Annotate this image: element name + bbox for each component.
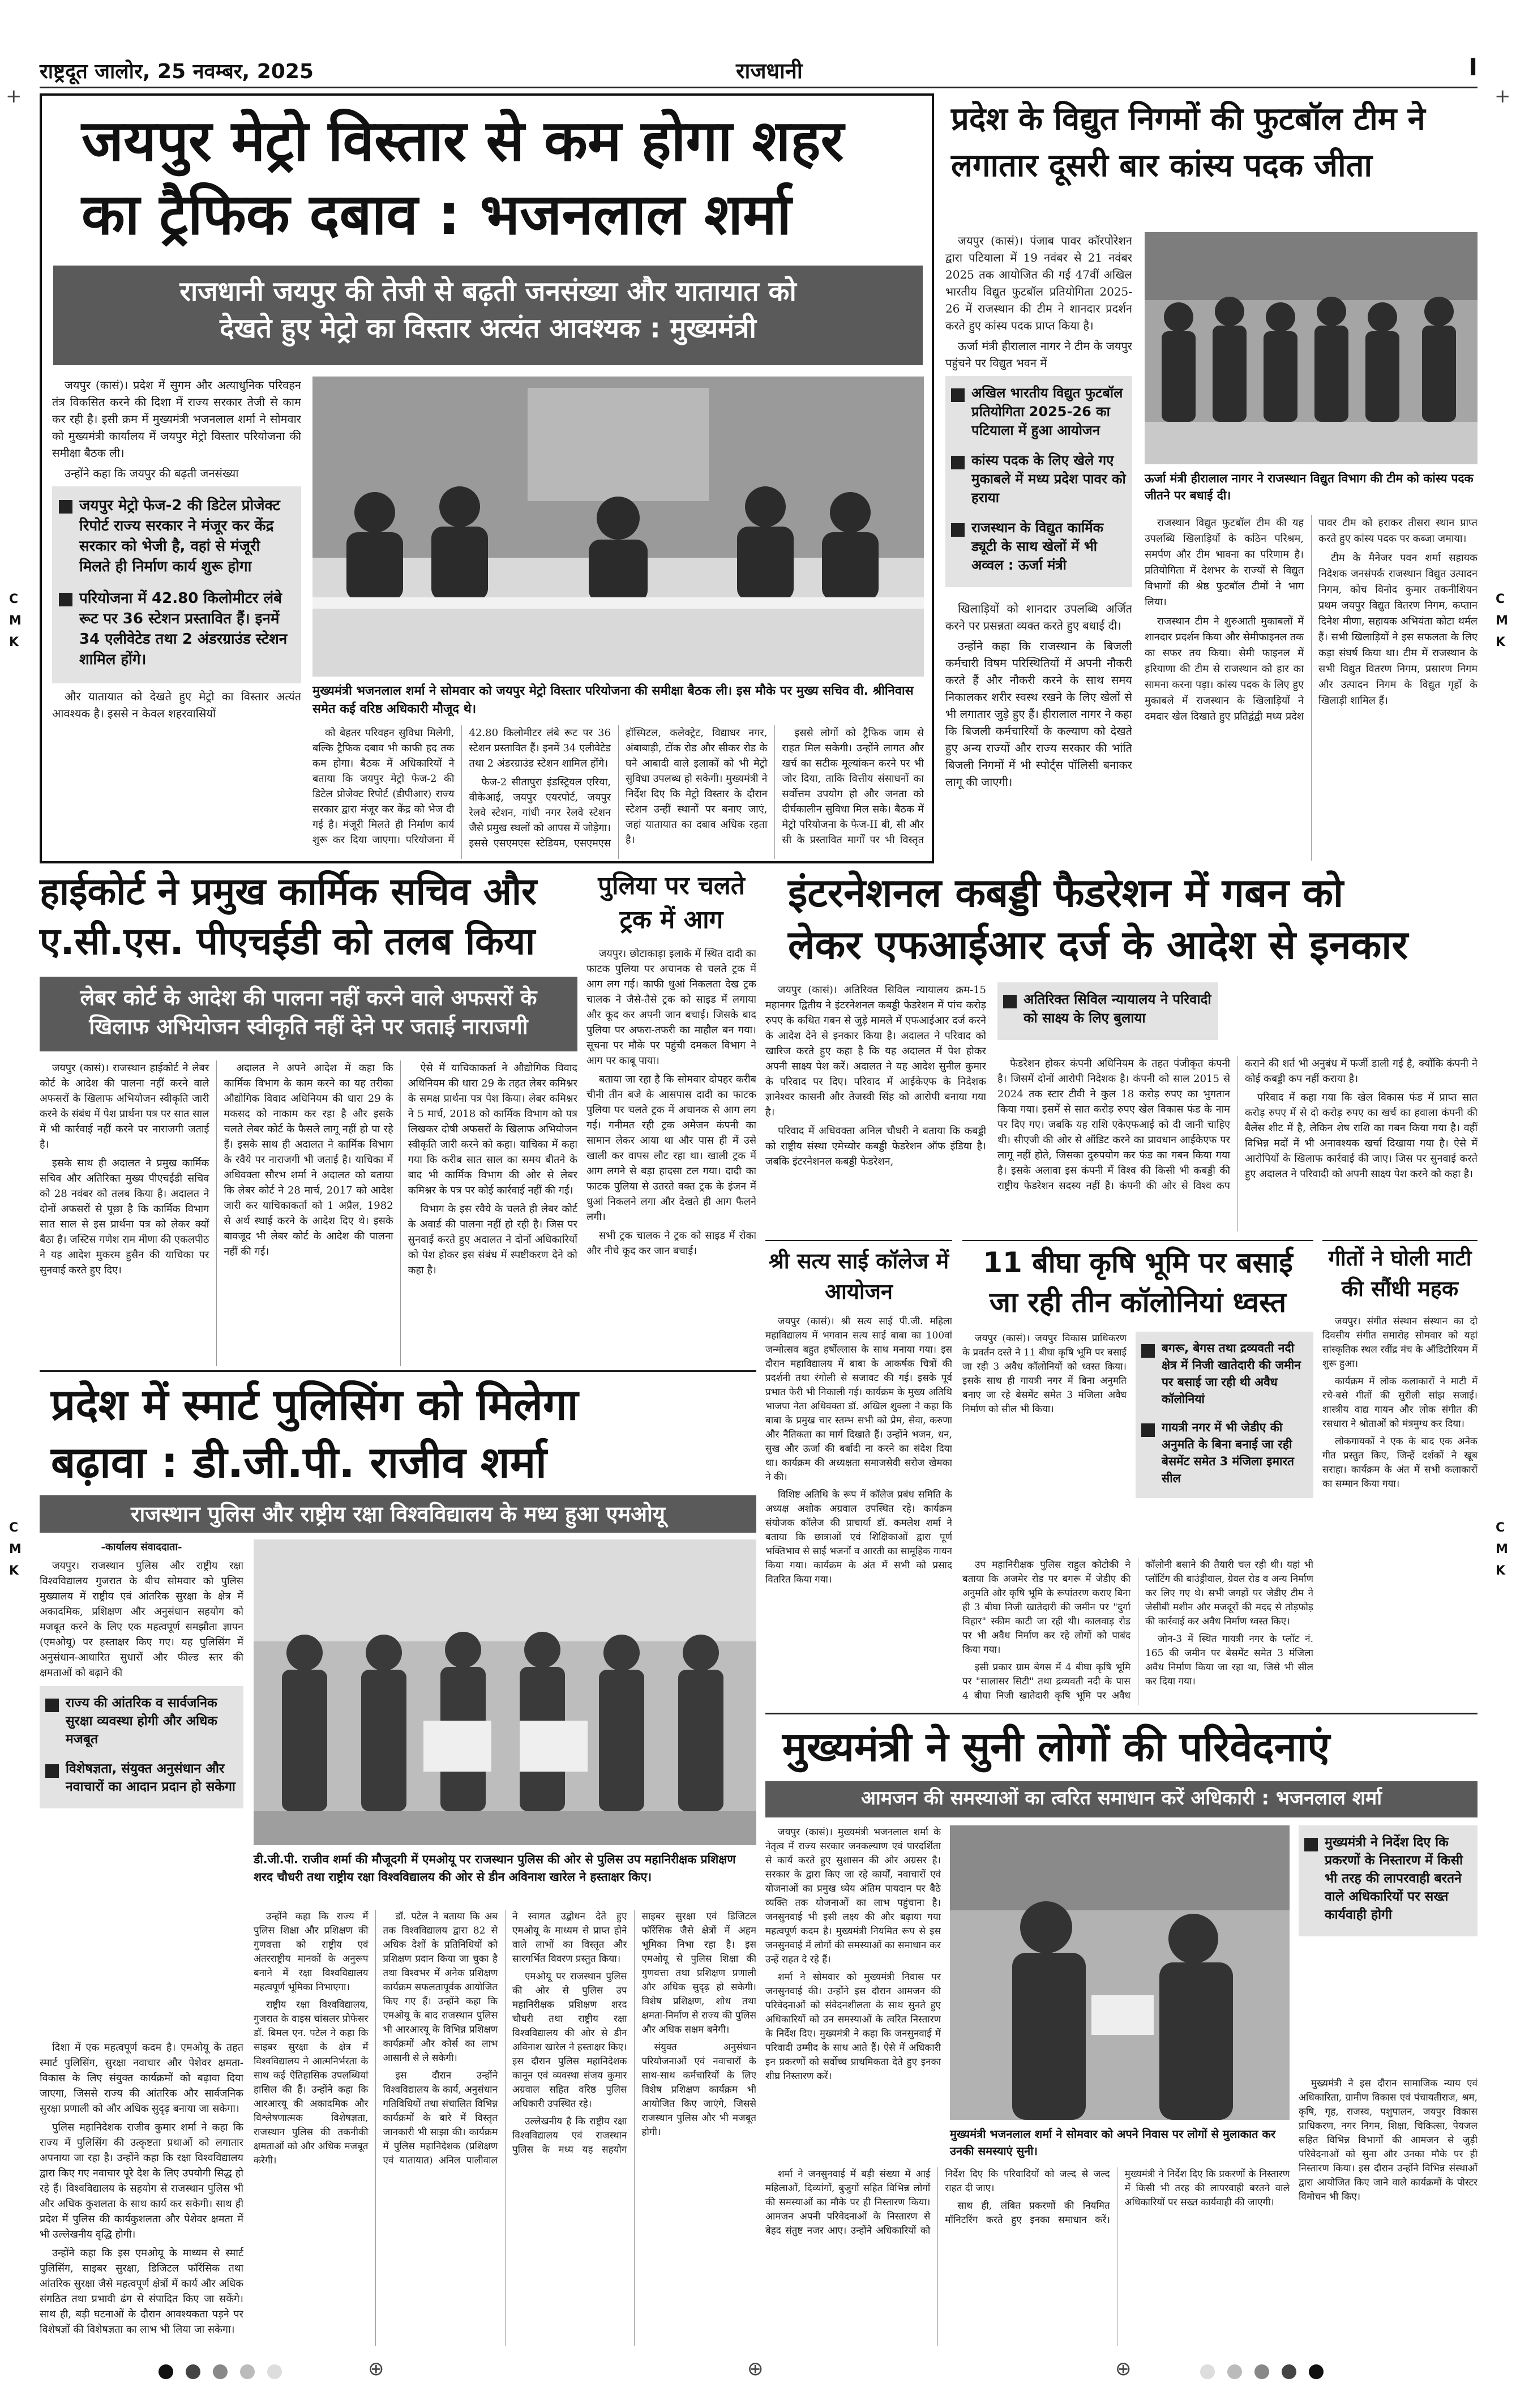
policing-highlight-1: राज्य की आंतरिक व सार्वजनिक सुरक्षा व्यवस्था होगी और अधिक मजबूत bbox=[45, 1694, 238, 1748]
folk-songs-headline-line1: गीतों ने घोली माटी bbox=[1328, 1246, 1472, 1271]
metro-banner-line1: राजधानी जयपुर की तेजी से बढ़ती जनसंख्या और यातायात को bbox=[179, 276, 796, 307]
colonies-headline-line1: 11 बीघा कृषि भूमि पर बसाई bbox=[983, 1246, 1293, 1279]
cm-hearing-photo-caption: मुख्यमंत्री भजनलाल शर्मा ने सोमवार को अपने निवास पर लोगों से मुलाकात कर उनकी समस्याएं सुनी। bbox=[950, 2127, 1276, 2158]
register-mark-right: + bbox=[1494, 85, 1511, 108]
cm-hearing-highlight-1: मुख्यमंत्री ने निर्देश दिए कि प्रकरणों के निस्तारण में किसी भी तरह की लापरवाही बरतने वाले अधिकारियों पर सख्त कार्यवाही होगी bbox=[1304, 1833, 1472, 1924]
metro-body-p2: फेज-2 सीतापुरा इंडस्ट्रियल एरिया, वीकेआई, जयपुर एयरपोर्ट, जयपुर रेलवे स्टेशन, गांधी नगर रेलवे स्टेशन जैसे प्रमुख स्थलों को आपस में जोड़ेगा। इससे एसएमएस स्टेडियम, एसएमएस हॉस्पिटल, कलेक्ट्रेट, विद्याधर नगर, अंबाबाड़ी, टोंक रोड और सीकर रोड के घने आबादी वाले इलाकों को भी मेट्रो सुविधा उपलब्ध हो सकेगी। मुख्यमंत्री ने निर्देश दिए कि मेट्रो विस्तार के दौरान स्टेशन उन्हीं स्थानों पर बनाए जाएं, जहां यातायात का दबाव अधिक रहता है। bbox=[469, 727, 768, 849]
metro-left-column bbox=[52, 377, 301, 858]
folk-songs-body-p3: लोकगायकों ने एक के बाद एक अनेक गीत प्रस्तुत किए, जिन्हें दर्शकों ने खूब सराहा। कार्यक्रम के अंत में सभी कलाकारों का सम्मान किया गया। bbox=[1322, 1436, 1478, 1490]
court-headline-line2: ए.सी.एस. पीएचईडी को तलब किया bbox=[40, 919, 536, 963]
header-section: राजधानी bbox=[736, 58, 803, 83]
football-highlights bbox=[945, 376, 1132, 587]
football-body-p3: राजस्थान टीम ने शुरुआती मुकाबलों में शानदार प्रदर्शन किया और सेमीफाइनल तक का सफर तय किया। सेमी फाइनल में हरियाणा की टीम से राजस्थान को हार का सामना करना पड़ा। कांस्य पदक के लिए हुए मुकाबले में राजस्थान के खिलाड़ियों ने दमदार खेल दिखाते हुए प्रतिद्वंद्वी मध्य प्रदेश पावर टीम को हराकर तीसरा स्थान प्राप्त करते हुए कांस्य पदक पर कब्जा जमाया। bbox=[1145, 517, 1478, 722]
court-body-p4: ऐसे में याचिकाकर्ता ने औद्योगिक विवाद अधिनियम की धारा 29 के तहत लेबर कमिश्नर के समक्ष प्रार्थना पत्र पेश किया। लेबर कमिश्नर ने 5 मार्च, 2018 को कार्मिक विभाग को पत्र लिखकर दोषी अफसरों के खिलाफ अभियोजन स्वीकृति जारी करने को कहा। याचिका में कहा गया कि करीब सात साल का समय बीतने के बाद भी कार्मिक विभाग की ओर से लेबर कमिश्नर के पत्र पर कोई कार्रवाई नहीं की गई। bbox=[408, 1062, 577, 1196]
court-body bbox=[40, 1060, 577, 1366]
folk-songs-body bbox=[1322, 1315, 1478, 1705]
policing-mou-illustration bbox=[254, 1539, 756, 1845]
court-body-p5: विभाग के इस रवैये के चलते ही लेबर कोर्ट के अवार्ड की पालना नहीं हो रही है। जिस पर सुनवाई करते हुए अदालत ने दोनों अधिकारियों को पेश होकर इस संबंध में स्पष्टीकरण देने को कहा है। bbox=[408, 1203, 577, 1276]
cm-hearing-intro: जयपुर (कासं)। मुख्यमंत्री भजनलाल शर्मा के नेतृत्व में राज्य सरकार जनकल्याण एवं पारदर्शिता से कार्य करते हुए सुशासन की ओर अग्रसर है। सरकार के द्वारा किए जा रहे कार्यों, नवाचारों एवं योजनाओं का प्रमुख ध्येय अंतिम पायदान पर बैठे व्यक्ति तक योजनाओं का लाभ पहुंचाना है। जनसुनवाई भी इसी लक्ष्य की और बढ़ाया गया महत्वपूर्ण कदम है। मुख्यमंत्री नियमित रूप से इस जनसुनवाई में लोगों की समस्याओं का समाधान कर उन्हें राहत दे रहे हैं। bbox=[765, 1827, 941, 1965]
metro-meeting-photo bbox=[312, 377, 924, 677]
sai-college-body-p1: जयपुर (कासं)। श्री सत्य साई पी.जी. महिला महाविद्यालय में भगवान सत्य साई बाबा का 100वां जन्मोत्सव बहुत हर्षोल्लास के साथ मनाया गया। इस दौरान महाविद्यालय में बाबा के आकर्षक चित्रों की प्रदर्शनी तथा रंगोली से सजावट की गई। इसके पूर्व प्रभात फेरी भी निकाली गई। कार्यक्रम के मुख्य अतिथि भाजपा नेता अधिवक्ता डॉ. अखिल शुक्ला ने कहा कि बाबा के प्रमुख चार स्तम्भ सभी को प्रेम, सेवा, करुणा और नैतिकता का मार्ग दिखाते हैं। उन्होंने भजन, धन, सुख और ऊर्जा की बर्बादी ना करने का संदेश दिया था। कार्यक्रम की अध्यक्षता समाजसेवी सरोज खेमका ने की। bbox=[765, 1316, 952, 1483]
truck-fire-body-p3: सभी ट्रक चालक ने ट्रक को साइड में रोका और नीचे कूद कर जान बचाई। bbox=[586, 1230, 756, 1257]
football-team-illustration bbox=[1145, 232, 1478, 464]
register-mark-left: + bbox=[6, 85, 22, 108]
football-body-p1: उन्होंने कहा कि राजस्थान के बिजली कर्मचारी विषम परिस्थितियों में अपनी नौकरी करते हैं और नौकरी करने के साथ समय निकालकर शरीर स्वस्थ रखने के लिए खेलों से भी लगातार जुड़े हुए हैं। हीरालाल नागर ने कहा कि बिजली कर्मचारियों के कल्याण को देखते हुए अन्य राज्यों और राज्य सरकार की भांति बिजली निगमों में भी स्पोर्ट्स पॉलिसी बनाकर लागू की जाएगी। bbox=[945, 639, 1132, 789]
policing-body-p1: दिशा में एक महत्वपूर्ण कदम है। एमओयू के तहत स्मार्ट पुलिसिंग, सुरक्षा नवाचार और पेशेवर क्षमता-विकास के लिए संयुक्त कार्यक्रमों को बढ़ावा दिया जाएगा, जिससे राज्य की आंतरिक और सार्वजनिक सुरक्षा प्रणाली को और अधिक सुदृढ़ बनाया जा सकेगा। bbox=[40, 2042, 243, 2115]
football-body bbox=[1145, 515, 1478, 861]
story-folk-songs bbox=[1322, 1240, 1478, 1704]
court-banner-line1: लेबर कोर्ट के आदेश की पालना नहीं करने वाले अफसरों के bbox=[80, 985, 537, 1010]
football-left-column bbox=[945, 232, 1132, 594]
football-highlight-3: राजस्थान के विद्युत कार्मिक ड्यूटी के साथ खेलों में भी अव्वल : ऊर्जा मंत्री bbox=[951, 519, 1127, 575]
cm-hearing-highlight bbox=[1299, 1825, 1478, 1936]
colonies-highlight-2: गायत्री नगर में भी जेडीए की अनुमति के बिना बनाई जा रही बेसमेंट समेत 3 मंजिला इमारत सील bbox=[1141, 1419, 1308, 1487]
policing-body-p3: उन्होंने कहा कि इस एमओयू के माध्यम से स्मार्ट पुलिसिंग, साइबर सुरक्षा, डिजिटल फॉरेंसिक तथा आंतरिक सुरक्षा जैसे महत्वपूर्ण क्षेत्रों में कार्य और अधिक संगठित तथा प्रभावी ढंग से संपादित किए जा सकेंगे। साथ ही, बड़ी घटनाओं के दौरान आवश्यकता पड़ने पर विशेषज्ञों की विशेषज्ञता का लाभ भी लिया जा सकेगा। bbox=[40, 2247, 243, 2336]
kabaddi-highlight-1: अतिरिक्त सिविल न्यायालय ने परिवादी को साक्ष्य के लिए बुलाया bbox=[1003, 990, 1213, 1028]
court-headline-line1: हाईकोर्ट ने प्रमुख कार्मिक सचिव और bbox=[40, 870, 537, 913]
policing-highlights bbox=[40, 1686, 243, 1808]
colonies-intro: जयपुर (कासं)। जयपुर विकास प्राधिकरण के प्रवर्तन दस्ते ने 11 बीघा कृषि भूमि पर बसाई जा रही 3 अवैध कॉलोनियों को ध्वस्त किया। इसके साथ ही गायत्री नगर में बिना अनुमति बनाए जा रहे बेसमेंट समेत 3 मंजिला अवैध निर्माण को सील भी किया। bbox=[962, 1333, 1127, 1415]
metro-body bbox=[312, 725, 924, 859]
cm-hearing-headline: मुख्यमंत्री ने सुनी लोगों की परिवेदनाएं bbox=[782, 1723, 1330, 1770]
metro-highlights bbox=[52, 486, 301, 683]
policing-photo-caption: डी.जी.पी. राजीव शर्मा की मौजूदगी में एमओयू पर राजस्थान पुलिस की ओर से पुलिस उप महानिरीक्षक प्रशिक्षण शरद चौधरी तथा राष्ट्रीय रक्षा विश्वविद्यालय की ओर से डीन अविनाश खारेल ने हस्ताक्षर किए। bbox=[254, 1853, 736, 1884]
metro-highlight-2: परियोजना में 42.80 किलोमीटर लंबे रूट पर 36 स्टेशन प्रस्तावित हैं। इनमें 34 एलीवेटेड तथा 2 अंडरग्राउंड स्टेशन शामिल होंगे। bbox=[59, 588, 294, 670]
football-body-p2: राजस्थान विद्युत फुटबॉल टीम की यह उपलब्धि खिलाड़ियों के कठिन परिश्रम, समर्पण और टीम भावना का परिणाम है। प्रतियोगिता में देशभर के राज्यों से विद्युत विभागों की श्रेष्ठ फुटबॉल टीमों ने भाग लिया। bbox=[1145, 517, 1304, 608]
policing-body bbox=[254, 1910, 756, 2346]
colonies-body-p3: जोन-3 में स्थित गायत्री नगर के प्लॉट नं. 165 की जमीन पर बेसमेंट समेत 3 मंजिला अवैध निर्माण किया जा रहा था, जिसे भी सील कर दिया गया। bbox=[1145, 1633, 1313, 1687]
story-smart-policing bbox=[40, 1370, 756, 2344]
policing-headline-line2: बढ़ावा : डी.जी.पी. राजीव शर्मा bbox=[51, 1437, 547, 1487]
margin-cmk-right-2: C M K bbox=[1496, 1521, 1508, 1578]
cm-hearing-body-p4: मुख्यमंत्री ने इस दौरान सामाजिक न्याय एवं अधिकारिता, ग्रामीण विकास एवं पंचायतीराज, श्रम, कृषि, गृह, राजस्व, पशुपालन, जयपुर विकास प्राधिकरण, नगर निगम, शिक्षा, चिकित्सा, पेयजल सहित विभिन्न विभागों की आमजन से जुड़ी परिवेदनाओं को सुना और उनका मौके पर ही निस्तारण किया। इस दौरान उन्होंने विभिन्न संस्थाओं द्वारा आयोजित किए जाने वाले कार्यक्रमों के पोस्टर विमोचन भी किए। bbox=[1299, 2078, 1478, 2202]
court-body-p2: इसके साथ ही अदालत ने प्रमुख कार्मिक सचिव और अतिरिक्त मुख्य पीएचईडी सचिव को 28 नवंबर को तलब किया है। अदालत ने दोनों अफसरों से पूछा है कि कार्मिक विभाग सात साल से इस प्रार्थना पत्र को लेकर क्यों बैठा है। जस्टिस गणेश राम मीणा की एकलपीठ ने यह आदेश मुकरम हुसैन की याचिका पर सुनवाई करते हुए दिए। bbox=[40, 1157, 209, 1276]
cm-hearing-body-p2: शर्मा ने जनसुनवाई में बड़ी संख्या में आई महिलाओं, दिव्यांगों, बुजुर्गों सहित विभिन्न लोगों की समस्याओं का मौके पर ही निस्तारण किया। आमजन अपनी परिवेदनाओं के निस्तारण से बेहद संतुष्ट नजर आए। उन्होंने अधिकारियों को निर्देश दिए कि परिवादियों को जल्द से जल्द राहत दी जाए। bbox=[765, 2169, 1110, 2236]
colonies-intro-column bbox=[962, 1332, 1127, 1445]
kabaddi-body-p2: परिवाद में कहा गया कि खेल विकास फंड में प्राप्त सात करोड़ रुपए में से दो करोड़ रुपए का खर्च का हवाला कंपनी की बैलेंस शीट में है, लेकिन शेष राशि का गबन किया गया है। वहीं विभिन्न मदों में भी अनावश्यक खर्चा दिखाया गया है। ऐसे में आरोपियों के खिलाफ कार्रवाई की जाए। जिस पर सुनवाई करते हुए अदालत ने परिवादी को अपनी साक्ष्य पेश करने को कहा है। bbox=[1245, 1092, 1478, 1180]
football-after-highlights: खिलाड़ियों को शानदार उपलब्धि अर्जित करने पर प्रसन्नता व्यक्त करते हुए बधाई दी। bbox=[945, 602, 1132, 632]
folk-songs-body-p2: कार्यक्रम में लोक कलाकारों ने माटी में रचे-बसे गीतों की सुरीली सांझ सजाई। शास्त्रीय वाद्य गायन और लोक संगीत की रसधारा ने श्रोताओं को मंत्रमुग्ध कर दिया। bbox=[1322, 1376, 1478, 1430]
metro-after-highlights: और यातायात को देखते हुए मेट्रो का विस्तार अत्यंत आवश्यक है। इससे न केवल शहरवासियों bbox=[52, 690, 301, 720]
football-highlight-2: कांस्य पदक के लिए खेले गए मुकाबले में मध्य प्रदेश पावर को हराया bbox=[951, 451, 1127, 507]
story-kabaddi bbox=[765, 869, 1478, 1231]
cm-hearing-subheadline-banner: आमजन की समस्याओं का त्वरित समाधान करें अधिकारी : भजनलाल शर्मा bbox=[765, 1781, 1478, 1817]
kabaddi-body-p1: फेडरेशन होकर कंपनी अधिनियम के तहत पंजीकृत कंपनी है। जिसमें दोनों आरोपी निदेशक है। कंपनी को साल 2015 से 2024 तक स्टार टीवी ने कुल 18 करोड़ रुपए का भुगतान किया गया। इसमें से सात करोड़ रुपए खेल विकास फंड के नाम पर दिए गए। जबकि यह राशि एकेएफआई को दी जानी चाहिए थी। सीएजी की ओर से ऑडिट करने का प्रावधान आईकेएफ पर लागू नहीं होते, जिसका दुरुपयोग कर फंड का गबन किया गया है। इसके अलावा इस कंपनी में विश्व की किसी भी कबड्डी की राष्ट्रीय फेडरेशन सदस्य नहीं है। कंपनी की ओर से विश्व कप कराने की शर्त भी अनुबंध में फर्जी डाली गई है, क्योंकि कंपनी ने कोई कबड्डी कप नहीं कराया है। bbox=[997, 1058, 1478, 1192]
policing-subheadline-banner: राजस्थान पुलिस और राष्ट्रीय रक्षा विश्वविद्यालय के मध्य हुआ एमओयू bbox=[40, 1495, 756, 1533]
football-left-column-cont bbox=[945, 600, 1132, 861]
header-date: राष्ट्रदूत जालोर, 25 नवम्बर, 2025 bbox=[40, 60, 314, 83]
cm-hearing-illustration bbox=[950, 1825, 1290, 2120]
header-page-number: I bbox=[1468, 53, 1478, 81]
football-photo-caption: ऊर्जा मंत्री हीरालाल नागर ने राजस्थान विद्युत विभाग की टीम को कांस्य पदक जीतने पर बधाई दी। bbox=[1145, 472, 1474, 502]
court-body-p3: अदालत ने अपने आदेश में कहा कि कार्मिक विभाग के काम करने का यह तरीका औद्योगिक विवाद अधिनियम की धारा 29 के मकसद को नाकाम कर रहा है और इसके चलते लेबर कोर्ट के फैसले लागू नहीं हो पा रहे हैं। इसके साथ ही अदालत ने कार्मिक विभाग के रवैये पर नाराजगी भी जताई है। याचिका में अधिवक्ता सौरभ शर्मा ने अदालत को बताया कि लेबर कोर्ट ने 28 मार्च, 2017 को आदेश जारी कर याचिकाकर्ता को 1 अप्रैल, 1982 से अर्थ स्थाई करने के आदेश दिए थे। इसके बावजूद भी लेबर कोर्ट के आदेश की पालना नहीं की गई। bbox=[224, 1062, 393, 1258]
metro-intro-2: उन्होंने कहा कि जयपुर की बढ़ती जनसंख्या bbox=[65, 467, 239, 480]
cm-hearing-body-p3: साथ ही, लंबित प्रकरणों की नियमित मॉनिटरिंग करते हुए इनका समाधान करें। मुख्यमंत्री ने निर्देश दिए कि प्रकरणों के निस्तारण में किसी भी तरह की लापरवाही बरतने वाले अधिकारियों पर सख्त कार्यवाही की जाएगी। bbox=[945, 2169, 1290, 2226]
cm-hearing-body-p1: शर्मा ने सोमवार को मुख्यमंत्री निवास पर जनसुनवाई की। उन्होंने इस दौरान आमजन की परिवेदनाओं को संवेदनशीलता के साथ सुनते हुए अधिकारियों को उन समस्याओं के त्वरित निस्तारण के निर्देश दिए। मुख्यमंत्री ने कहा कि जनसुनवाई में परिवादी उम्मीद के साथ आते हैं। ऐसे में अधिकारी इन प्रकरणों को सर्वोच्च प्राथमिकता देते हुए इनका शीघ्र निस्तारण करें। bbox=[765, 1971, 941, 2082]
metro-banner-line2: देखते हुए मेट्रो का विस्तार अत्यंत आवश्यक : मुख्यमंत्री bbox=[220, 312, 756, 344]
metro-body-p1: को बेहतर परिवहन सुविधा मिलेगी, बल्कि ट्रैफिक दबाव भी काफी हद तक कम होगा। बैठक में अधिकारियों ने बताया कि जयपुर मेट्रो फेज-2 की डिटेल प्रोजेक्ट रिपोर्ट (डीपीआर) राज्य सरकार द्वारा मंजूर कर केंद्र को भेज दी गई है। मंजूरी मिलते ही निर्माण कार्य शुरू कर दिया जाएगा। परियोजना में 42.80 किलोमीटर लंबे रूट पर 36 स्टेशन प्रस्तावित हैं। इनमें 34 एलीवेटेड तथा 2 अंडरग्राउंड स्टेशन शामिल होंगे। bbox=[312, 727, 611, 846]
truck-fire-body-p1: जयपुर। छोटाकाड़ा इलाके में स्थित दादी का फाटक पुलिया पर अचानक से चलते ट्रक में आग लग गई। काफी धुआं निकलता देख ट्रक चालक ने जैसे-तैसे ट्रक को साइड में लगाया और कूद कर अपनी जान बचाई। जिसके बाद पुलिया पर अफरा-तफरी का माहौल बन गया। सूचना पर मौके पर पहुंची दमकल विभाग ने आग पर काबू पाया। bbox=[586, 948, 756, 1067]
policing-intro: जयपुर। राजस्थान पुलिस और राष्ट्रीय रक्षा विश्वविद्यालय गुजरात के बीच सोमवार को पुलिस मुख्यालय में राष्ट्रीय एवं आंतरिक सुरक्षा के क्षेत्र में अकादमिक, प्रशिक्षण और अनुसंधान सहयोग को मजबूत करने के लिए एक महत्वपूर्ण समझौता ज्ञापन (एमओयू) पर हस्ताक्षर किए गए। यह पुलिसिंग में अनुसंधान-आधारित सुधारों और फील्ड स्तर की क्षमताओं को बढ़ाने की bbox=[40, 1560, 243, 1679]
footer-strip bbox=[40, 2355, 1478, 2389]
cm-hearing-photo bbox=[950, 1825, 1290, 2120]
football-body-p4: टीम के मैनेजर पवन शर्मा सहायक निदेशक जनसंपर्क राजस्थान विद्युत उत्पादन निगम, कोच विनोद कुमार तकनीशियन प्रथम जयपुर विद्युत वितरण निगम, कप्तान दिनेश मीणा, सहायक अभियंता कोटा थर्मल हैं। सभी खिलाड़ियों ने इस सफलता के लिए कड़ा संघर्ष किया था। टीम में राजस्थान के सभी विद्युत वितरण निगम, प्रसारण निगम और उत्पादन निगम के विद्युत गृहों के खिलाड़ी शामिल हैं। bbox=[1318, 552, 1478, 707]
color-bar-right bbox=[1200, 2364, 1324, 2379]
policing-mou-photo bbox=[254, 1539, 756, 1845]
policing-headline-line1: प्रदेश में स्मार्ट पुलिसिंग को मिलेगा bbox=[51, 1379, 579, 1430]
truck-fire-body bbox=[586, 946, 756, 1365]
kabaddi-highlight bbox=[997, 982, 1218, 1040]
policing-byline: -कार्यालय संवाददाता- bbox=[101, 1541, 182, 1553]
metro-meeting-illustration bbox=[312, 377, 924, 677]
colonies-highlight-1: बगरू, बेगस तथा द्रव्यवती नदी क्षेत्र में निजी खातेदारी की जमीन पर बसाई जा रही थी अवैध कॉलोनियां bbox=[1141, 1340, 1308, 1408]
policing-left-column-cont bbox=[40, 2040, 243, 2346]
footer-register-1: ⊕ bbox=[368, 2358, 384, 2380]
folk-songs-headline-line2: की सौंधी महक bbox=[1341, 1276, 1459, 1301]
metro-body-p3: इससे लोगों को ट्रैफिक जाम से राहत मिल सकेगी। उन्होंने लागत और खर्च का सटीक मूल्यांकन करने पर भी जोर दिया, ताकि वित्तीय संसाधनों का सर्वोत्तम उपयोग हो और जनता को दीर्घकालीन सुविधा मिल सके। बैठक में मेट्रो परियोजना के फेज-II बी, सी और सी के प्रस्तावित मार्गों पर भी विस्तृत bbox=[782, 727, 924, 846]
cm-hearing-right-column bbox=[1299, 2077, 1478, 2346]
story-colonies bbox=[962, 1240, 1313, 1704]
policing-body-p7: इस दौरान उन्होंने विश्वविद्यालय के कार्य, अनुसंधान गतिविधियों तथा संचालित विभिन्न कार्यक्रमों के बारे में विस्तृत जानकारी भी साझा की। कार्यक्रम में पुलिस महानिदेशक (प्रशिक्षण एवं यातायात) अनिल पालीवाल ने स्वागत उद्बोधन देते हुए एमओयू के माध्यम से प्राप्त होने वाले लाभों का विस्तृत और सारगर्भित विवरण प्रस्तुत किया। bbox=[383, 1911, 627, 2166]
kabaddi-intro: जयपुर (कासं)। अतिरिक्त सिविल न्यायालय क्रम-15 महानगर द्वितीय ने इंटरनेशनल कबड्डी फेडरेशन में पांच करोड़ रुपए के कथित गबन से जुड़े मामले में एफआईआर दर्ज करने के आदेश देने से इनकार किया है। अदालत ने परिवाद को खारिज करते हुए कहा है कि यह अदालत में पेश होकर अपनी साक्ष्य पेश करें। अदालत ने यह आदेश सुनील कुमार के परिवाद पर दिए। परिवाद में आईकेएफ के निदेशक ज्ञानेश्वर कासनी और तेजस्वी सिंह को आरोपी बनाया गया है। bbox=[765, 984, 986, 1118]
color-bar-left bbox=[159, 2364, 282, 2379]
cm-hearing-intro-column bbox=[765, 1825, 941, 2142]
colonies-body-p2: इसी प्रकार ग्राम बेगस में 4 बीघा कृषि भूमि पर "सालासर सिटी" तथा द्रव्यवती नदी के पास 4 बीघा निजी खातेदारी कृषि भूमि पर अवैध कॉलोनी बसाने की तैयारी चल रही थी। यहां भी प्लॉटिंग की बाउंड्रीवाल, ग्रेवल रोड व अन्य निर्माण कर लिए गए थे। सभी जगहों पर जेडीए टीम ने जेसीबी मशीन और मजदूरों की मदद से तोड़फोड़ की कार्रवाई कर अवैध निर्माण ध्वस्त किए। bbox=[962, 1559, 1313, 1701]
kabaddi-headline-line2: लेकर एफआईआर दर्ज के आदेश से इनकार bbox=[788, 922, 1408, 968]
story-football bbox=[945, 96, 1478, 861]
kabaddi-headline-line1: इंटरनेशनल कबड्डी फैडरेशन में गबन को bbox=[788, 870, 1344, 916]
metro-intro: जयपुर (कासं)। प्रदेश में सुगम और अत्याधुनिक परिवहन तंत्र विकसित करने की दिशा में राज्य सरकार तेजी से काम कर रही है। इसी क्रम में मुख्यमंत्री भजनलाल शर्मा ने सोमवार को मुख्यमंत्री कार्यालय में जयपुर मेट्रो विस्तार परियोजना की समीक्षा बैठक ली। bbox=[52, 378, 301, 460]
margin-cmk-left-1: C M K bbox=[9, 592, 22, 649]
kabaddi-intro-2: परिवाद में अधिवक्ता अनिल चौधरी ने बताया कि कबड्डी को राष्ट्रीय संस्था एमेच्योर कबड्डी फेडरेशन ऑफ इंडिया है। जबकि इंटरनेशनल कबड्डी फेडरेशन, bbox=[765, 1125, 986, 1167]
policing-body-p4: उन्होंने कहा कि राज्य में पुलिस शिक्षा और प्रशिक्षण की गुणवत्ता को राष्ट्रीय एवं अंतरराष्ट्रीय मानकों के अनुरूप बनाने में रक्षा विश्वविद्यालय महत्वपूर्ण भूमिका निभाएगा। bbox=[254, 1911, 369, 1993]
football-highlight-1: अखिल भारतीय विद्युत फुटबॉल प्रतियोगिता 2025-26 का पटियाला में हुआ आयोजन bbox=[951, 384, 1127, 440]
story-high-court bbox=[40, 869, 577, 1367]
story-sai-college bbox=[765, 1240, 952, 1704]
metro-highlight-1: जयपुर मेट्रो फेज-2 की डिटेल प्रोजेक्ट रिपोर्ट राज्य सरकार ने मंजूर कर केंद्र सरकार को भेजी है, वहां से मंजूरी मिलते ही निर्माण कार्य शुरू होगा bbox=[59, 495, 294, 577]
policing-body-p6: डॉ. पटेल ने बताया कि अब तक विश्वविद्यालय द्वारा 82 से अधिक देशों के प्रतिनिधियों को प्रशिक्षण प्रदान किया जा चुका है तथा विश्वभर में अनेक प्रशिक्षण कार्यक्रम सफलतापूर्वक आयोजित किए गए हैं। उन्होंने कहा कि एमओयू के बाद राजस्थान पुलिस भी आरआरयू के विभिन्न प्रशिक्षण कार्यक्रमों और कोर्स का लाभ आसानी से ले सकेगी। bbox=[383, 1911, 498, 2064]
football-intro-2: ऊर्जा मंत्री हीरालाल नागर ने टीम के जयपुर पहुंचने पर विद्युत भवन में bbox=[945, 339, 1132, 370]
story-metro bbox=[40, 93, 934, 863]
folk-songs-body-p1: जयपुर। संगीत संस्थान संस्थान का दो दिवसीय संगीत समारोह सोमवार को यहां सांस्कृतिक स्थल रवींद्र मंच के ऑडिटोरियम में शुरू हुआ। bbox=[1322, 1316, 1478, 1370]
story-truck-fire bbox=[586, 869, 756, 1367]
football-intro: जयपुर (कासं)। पंजाब पावर कॉरपोरेशन द्वारा पटियाला में 19 नवंबर से 21 नवंबर 2025 तक आयोजित की गई 47वीं अखिल भारतीय विद्युत फुटबॉल प्रतियोगिता 2025-26 में राजस्थान की टीम ने शानदार प्रदर्शन करते हुए कांस्य पदक प्राप्त किया है। bbox=[945, 234, 1132, 332]
court-subheadline-banner bbox=[40, 977, 577, 1051]
truck-fire-body-p2: बताया जा रहा है कि सोमवार दोपहर करीब चीनी तीन बजे के आसपास दादी का फाटक पुलिया पर चलते ट्रक में अचानक से आग लग गई। गनीमत रही ट्रक अमेजन कंपनी का सामान लेकर आया था और पास ही में उसे खाली कर वापस लौट रहा था। खाली ट्रक में आग लगने से बड़ा हादसा टल गया। दादी का फाटक पुलिया से उतरते वक्त ट्रक के इंजन में धुआं निकलने लगा और देखते ही आग फैलने लगी। bbox=[586, 1073, 756, 1223]
court-banner-line2: खिलाफ अभियोजन स्वीकृति नहीं देने पर जताई नाराजगी bbox=[89, 1014, 528, 1040]
colonies-body bbox=[962, 1558, 1313, 1705]
metro-headline-line2: का ट्रैफिक दबाव : भजनलाल शर्मा bbox=[82, 181, 791, 247]
truck-fire-headline: पुलिया पर चलते ट्रक में आग bbox=[598, 871, 745, 934]
colonies-headline-line2: जा रही तीन कॉलोनियां ध्वस्त bbox=[989, 1286, 1287, 1319]
policing-highlight-2: विशेषज्ञता, संयुक्त अनुसंधान और नवाचारों का आदान प्रदान हो सकेगा bbox=[45, 1760, 238, 1796]
policing-body-p2: पुलिस महानिदेशक राजीव कुमार शर्मा ने कहा कि राज्य में पुलिसिंग की उत्कृष्टता प्रथाओं को लगातार अपनाया जा रहा है। उन्होंने कहा कि रक्षा विश्वविद्यालय द्वारा किए गए नवाचार पूरे देश के लिए उपयोगी सिद्ध हो रहे हैं। विश्वविद्यालय के सहयोग से राजस्थान पुलिस भी और अधिक कुशलता के साथ कार्य कर सकेगी। साथ ही प्रदेश में पुलिस की कार्यकुशलता और पेशेवर क्षमता में भी उल्लेखनीय वृद्धि होगी। bbox=[40, 2122, 243, 2240]
margin-cmk-left-2: C M K bbox=[9, 1521, 22, 1578]
football-headline: प्रदेश के विद्युत निगमों की फुटबॉल टीम ने लगातार दूसरी बार कांस्य पदक जीता bbox=[951, 101, 1425, 184]
court-body-p1: जयपुर (कासं)। राजस्थान हाईकोर्ट ने लेबर कोर्ट के आदेश की पालना नहीं करने वाले अफसरों के खिलाफ अभियोजन स्वीकृति जारी करने के संबंध में पेश प्रार्थना पत्र पर सात साल में भी कार्रवाई नहीं करने पर नाराजगी जताई है। bbox=[40, 1062, 209, 1150]
sai-college-body-p2: विशिष्ट अतिथि के रूप में कॉलेज प्रबंध समिति के अध्यक्ष अशोक अग्रवाल उपस्थित रहे। कार्यक्रम संयोजक कॉलेज की प्राचार्या डॉ. कमलेश शर्मा ने बताया कि छात्राओं एवं शिक्षिकाओं द्वारा पूर्ण भक्तिभाव से साईं भजनों व आरती का सामूहिक गायन किया गया। कार्यक्रम के अंत में सभी को प्रसाद वितरित किया गया। bbox=[765, 1489, 952, 1585]
metro-headline-line1: जयपुर मेट्रो विस्तार से कम होगा शहर bbox=[82, 108, 844, 174]
policing-body-p5: राष्ट्रीय रक्षा विश्वविद्यालय, गुजरात के वाइस चांसलर प्रोफेसर डॉ. बिमल एन. पटेल ने कहा कि साइबर सुरक्षा के क्षेत्र में विश्वविद्यालय ने आत्मनिर्भरता के साथ कई ऐतिहासिक उपलब्धियां हासिल की हैं। उन्होंने कहा कि आरआरयू की अकादमिक और विश्लेषणात्मक विशेषज्ञता, राजस्थान पुलिस की तकनीकी क्षमताओं को और अधिक मजबूत करेगी। bbox=[254, 1999, 369, 2166]
margin-cmk-right-1: C M K bbox=[1496, 592, 1508, 649]
colonies-body-p1: उप महानिरीक्षक पुलिस राहुल कोटोकी ने बताया कि अजमेर रोड पर बगरू में जेडीए की अनुमति और कृषि भूमि के रूपांतरण कराए बिना ही 3 बीघा निजी खातेदारी की जमीन पर "दुर्गा विहार" स्कीम काटी जा रही थी। कालवाड़ रोड पर भी अवैध निर्माण कर रहे लोगों को पाबंद किया गया। bbox=[962, 1559, 1130, 1656]
metro-subheadline-banner bbox=[53, 266, 923, 365]
footer-register-3: ⊕ bbox=[1115, 2358, 1132, 2380]
policing-body-p10: संयुक्त अनुसंधान परियोजनाओं एवं नवाचारों के साथ-साथ कर्मचारियों के लिए विशेष प्रशिक्षण कार्यक्रम भी आयोजित किए जाएंगे, जिससे राजस्थान पुलिस और भी मजबूत होगी। bbox=[641, 2042, 756, 2138]
policing-body-p9: उल्लेखनीय है कि राष्ट्रीय रक्षा विश्वविद्यालय एवं राजस्थान पुलिस के मध्य यह सहयोग साइबर सुरक्षा एवं डिजिटल फॉरेंसिक जैसे क्षेत्रों में अहम भूमिका निभा रहा है। इस एमओयू से पुलिस शिक्षा की गुणवत्ता तथा प्रशिक्षण प्रणाली और अधिक सुदृढ़ हो सकेगी। विशेष प्रशिक्षण, शोध तथा क्षमता-निर्माण से राज्य की पुलिस और अधिक सक्षम बनेगी। bbox=[512, 1911, 756, 2155]
cm-hearing-body bbox=[765, 2167, 1290, 2346]
footer-register-2: ⊕ bbox=[747, 2358, 764, 2380]
policing-left-column bbox=[40, 1539, 243, 2038]
kabaddi-body bbox=[997, 1056, 1478, 1231]
metro-photo-caption: मुख्यमंत्री भजनलाल शर्मा ने सोमवार को जयपुर मेट्रो विस्तार परियोजना की समीक्षा बैठक ली। इस मौके पर मुख्य सचिव वी. श्रीनिवास समेत कई वरिष्ठ अधिकारी मौजूद थे। bbox=[312, 684, 914, 716]
kabaddi-left-column bbox=[765, 982, 986, 1231]
football-team-photo bbox=[1145, 232, 1478, 464]
sai-college-body bbox=[765, 1315, 952, 1705]
policing-body-p8: एमओयू पर राजस्थान पुलिस की ओर से पुलिस उप महानिरीक्षक प्रशिक्षण शरद चौधरी तथा राष्ट्रीय रक्षा विश्वविद्यालय की ओर से डीन अविनाश खारेल ने हस्ताक्षर किए। इस दौरान पुलिस महानिदेशक कानून एवं व्यवस्था संजय कुमार अग्रवाल सहित वरिष्ठ पुलिस अधिकारी उपस्थित रहे। bbox=[512, 1971, 627, 2110]
page-header bbox=[40, 51, 1478, 88]
colonies-highlights bbox=[1136, 1332, 1313, 1498]
story-cm-jan-sunwai bbox=[765, 1713, 1478, 2344]
sai-college-headline: श्री सत्य साई कॉलेज में आयोजन bbox=[768, 1248, 949, 1304]
